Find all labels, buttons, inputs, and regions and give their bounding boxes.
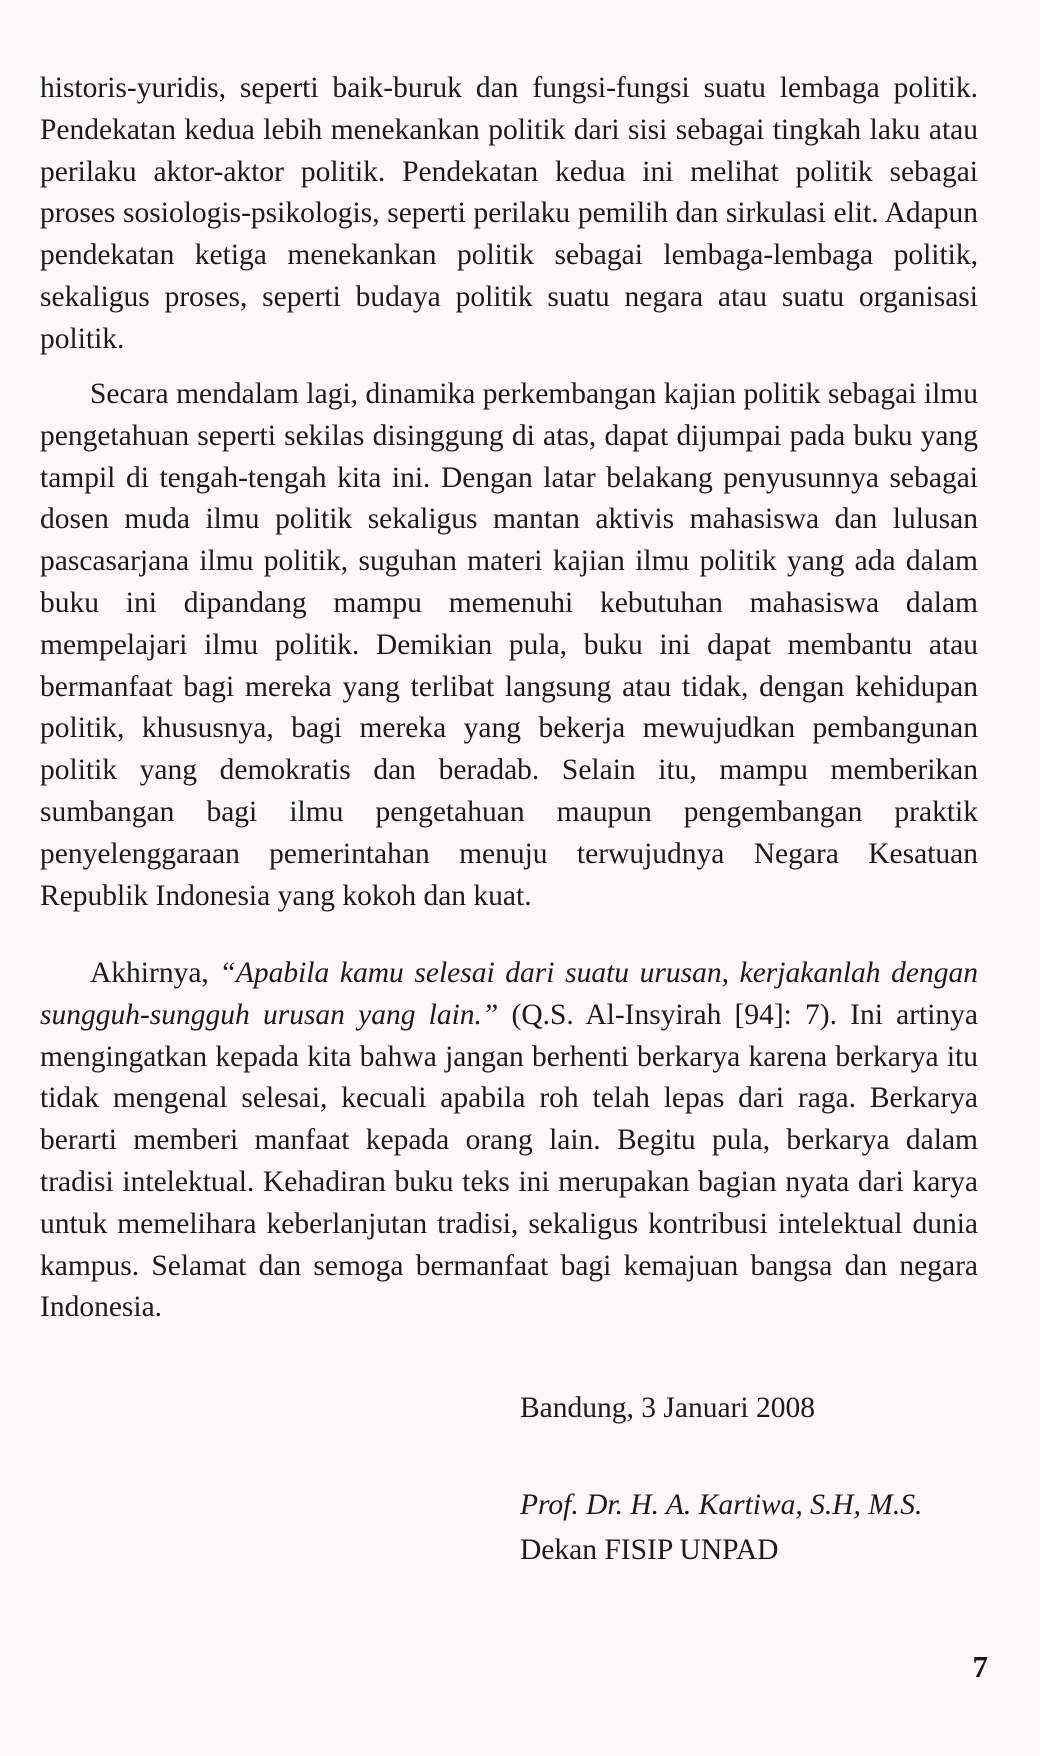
page-number: 7 [972, 1649, 988, 1684]
signature-position: Dekan FISIP UNPAD [520, 1534, 779, 1566]
body-text-top [40, 68, 978, 361]
signature-name: Prof. Dr. H. A. Kartiwa, S.H, M.S. [520, 1489, 923, 1521]
paragraph-3-rest: (Q.S. Al-Insyirah [94]: 7). Ini artinya mengingatkan kepada kita bahwa jangan berhenti berkarya karena berkarya itu tidak mengenal selesai, kecuali apabila roh telah lepas dari raga. Berkarya berarti memberi manfaat kepada orang lain. Begitu pula, berkarya dalam tradisi intelektual. Kehadiran buku teks ini merupakan bagian nyata dari karya untuk memelihara keberlanjutan tradisi, sekaligus kontribusi intelektual dunia kampus. Selamat dan semoga bermanfaat bagi kemajuan bangsa dan negara Indonesia. [40, 998, 978, 1324]
body-text-middle [40, 374, 978, 917]
signature-place-date: Bandung, 3 Januari 2008 [520, 1392, 815, 1424]
paragraph-3 [40, 953, 978, 1329]
paragraph-3-lead: Akhirnya, [90, 957, 220, 989]
paragraph-1: historis-yuridis, seperti baik-buruk dan fungsi-fungsi suatu lembaga politik. Pendekatan kedua lebih menekankan politik dari sisi sebagai tingkah laku atau perilaku aktor-aktor politik. Pendekatan kedua ini melihat politik sebagai proses sosiologis-psikologis, seperti perilaku pemilih dan sirkulasi elit. Adapun pendekatan ketiga menekankan politik sebagai lembaga-lembaga politik, sekaligus proses, seperti budaya politik suatu negara atau suatu organisasi politik. [40, 72, 978, 355]
quran-quote: “Apabila kamu selesai dari suatu urusan, kerjakanlah dengan sungguh-sungguh urusan yang lain.” [40, 957, 978, 1031]
paragraph-2: Secara mendalam lagi, dinamika perkembangan kajian politik sebagai ilmu pengetahuan seperti sekilas disinggung di atas, dapat dijumpai pada buku yang tampil di tengah-tengah kita ini. Dengan latar belakang penyusunnya sebagai dosen muda ilmu politik sekaligus mantan aktivis mahasiswa dan lulusan pascasarjana ilmu politik, suguhan materi kajian ilmu politik yang ada dalam buku ini dipandang mampu memenuhi kebutuhan mahasiswa dalam mempelajari ilmu politik. Demikian pula, buku ini dapat membantu atau bermanfaat bagi mereka yang terlibat langsung atau tidak, dengan kehidupan politik, khususnya, bagi mereka yang bekerja mewujudkan pembangunan politik yang demokratis dan beradab. Selain itu, mampu memberikan sumbangan bagi ilmu pengetahuan maupun pengembangan praktik penyelenggaraan pemerintahan menuju terwujudnya Negara Kesatuan Republik Indonesia yang kokoh dan kuat. [40, 378, 978, 912]
body-text-bottom [40, 953, 978, 1329]
